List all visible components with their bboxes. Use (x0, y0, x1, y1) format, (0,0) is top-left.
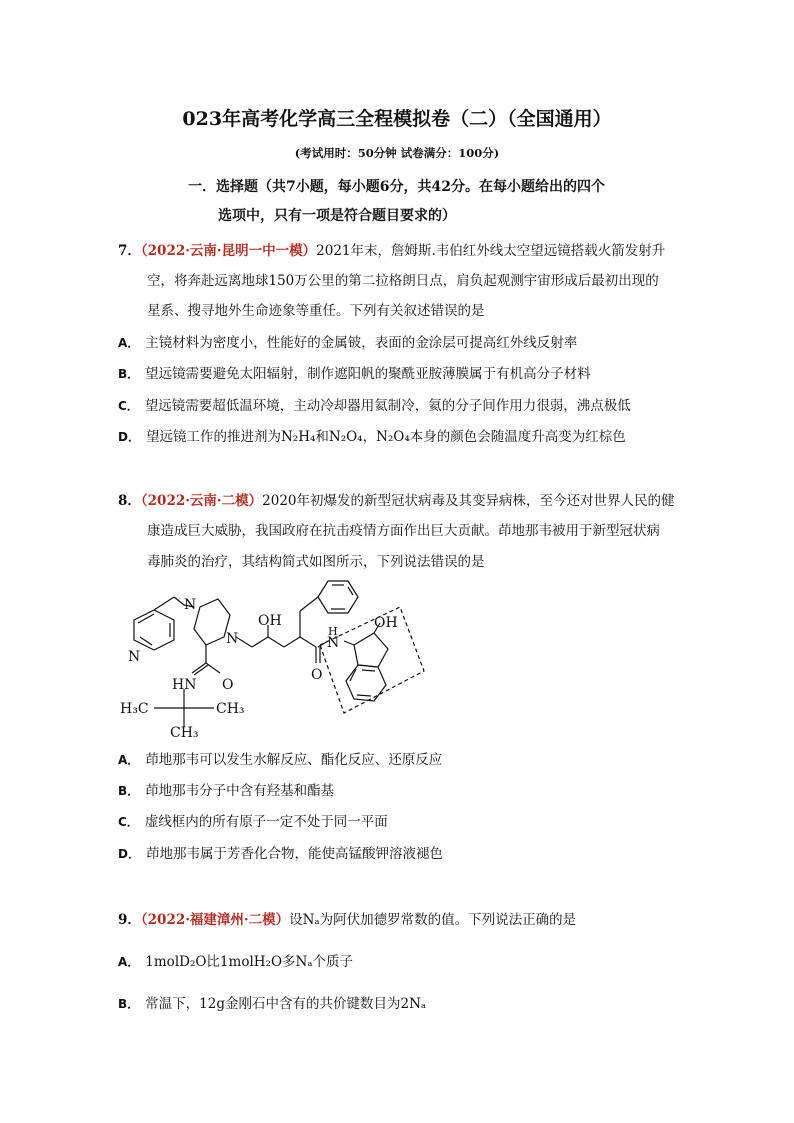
option-7a (118, 331, 577, 351)
option-9b (118, 992, 426, 1012)
question-9-line1 (118, 908, 576, 928)
hydroxyl-label-2: OH (374, 615, 398, 631)
question-source: （2022·云南·二模） (140, 493, 263, 509)
option-7d (118, 425, 626, 445)
option-text: 主镜材料为密度小，性能好的金属铍，表面的金涂层可提高红外线反射率 (145, 335, 578, 351)
question-7-line3: 星系、搜寻地外生命迹象等重任。下列有关叙述错误的是 (147, 303, 485, 319)
question-text: 2020年初爆发的新型冠状病毒及其变异病株，至今还对世界人民的健 (262, 493, 675, 509)
page-title: 023年高考化学高三全程模拟卷（二）（全国通用） (182, 108, 612, 130)
option-letter: A． (118, 753, 140, 767)
carbonyl-o-label-2: O (222, 677, 234, 693)
option-text: 望远镜需要避免太阳辐射，制作遮阳帆的聚酰亚胺薄膜属于有机高分子材料 (145, 366, 591, 382)
option-letter: B． (118, 997, 140, 1011)
question-number: 9． (118, 912, 141, 928)
double-bond (138, 614, 154, 623)
section-heading-line2: 选项中，只有一项是符合题目要求的） (218, 208, 456, 224)
question-8-line1 (118, 489, 675, 509)
question-text: 设Nₐ为阿伏加德罗常数的值。下列说法正确的是 (289, 912, 577, 928)
hydroxyl-label-1: OH (258, 613, 282, 629)
option-8c (118, 810, 388, 830)
option-9a (118, 950, 353, 970)
option-8b (118, 779, 334, 799)
amide-hn-label: HN (172, 677, 197, 693)
piperazine-n2-label: N (226, 631, 239, 647)
option-letter: C． (118, 815, 139, 829)
piperazine-n1-label: N (184, 597, 197, 613)
option-letter: B． (118, 367, 140, 381)
bond (236, 637, 252, 647)
option-letter: D． (118, 430, 140, 444)
option-text: 虚线框内的所有原子一定不处于同一平面 (144, 814, 388, 830)
pyridine-n-label: N (128, 649, 141, 665)
option-letter: B． (118, 784, 140, 798)
question-text: 2021年末，詹姆斯.韦伯红外线太空望远镜搭载火箭发射升 (316, 243, 666, 259)
bond (154, 597, 174, 610)
bond (300, 597, 318, 611)
bond (252, 637, 268, 647)
amide-n-label: N (327, 635, 340, 651)
bond (284, 637, 300, 647)
option-letter: D． (118, 847, 140, 861)
option-text: 常温下，12g金刚石中含有的共价键数目为2Nₐ (145, 996, 427, 1012)
option-letter: A． (118, 336, 140, 350)
indinavir-structure-diagram (112, 575, 428, 740)
dashed-box (320, 607, 424, 713)
double-bond (362, 670, 375, 671)
bond (268, 637, 284, 647)
carbonyl-o-label-1: O (311, 667, 323, 683)
option-text: 茚地那韦属于芳香化合物，能使高锰酸钾溶液褪色 (145, 846, 443, 862)
option-7b (118, 362, 591, 382)
pyridine-ring (134, 610, 174, 650)
bond (300, 637, 316, 647)
option-8a (118, 748, 442, 768)
bond (206, 663, 220, 673)
phenyl-ring (318, 581, 358, 613)
methyl-bottom-label: CH₃ (170, 725, 199, 740)
question-8-line3: 毒肺炎的治疗，其结构简式如图所示，下列说法错误的是 (147, 554, 485, 570)
option-7c (118, 394, 631, 414)
amide-h-label: H (328, 625, 338, 638)
option-text: 1molD₂O比1molH₂O多Nₐ个质子 (145, 954, 354, 970)
piperazine-ring (194, 599, 230, 645)
methyl-right-label: CH₃ (216, 701, 245, 717)
question-source: （2022·福建漳州·二模） (140, 912, 290, 928)
question-8-line2: 康造成巨大威胁，我国政府在抗击疫情方面作出巨大贡献。茚地那韦被用于新型冠状病 (147, 523, 660, 539)
option-text: 望远镜需要超低温环境，主动冷却器用氦制冷，氦的分子间作用力很弱，沸点极低 (144, 398, 631, 414)
methyl-left-label: H₃C (120, 701, 149, 717)
question-number: 7． (118, 243, 141, 259)
option-8d (118, 842, 443, 862)
option-text: 茚地那韦可以发生水解反应、酯化反应、还原反应 (145, 752, 443, 768)
bond (174, 597, 184, 605)
bond (344, 641, 354, 645)
double-bond (357, 695, 371, 696)
cyclopentane-ring (354, 633, 388, 667)
question-7-line2: 空，将奔赴远离地球150万公里的第二拉格朗日点，肩负起观测宇宙形成后最初出现的 (147, 273, 659, 289)
question-source: （2022·云南·昆明一中一模） (140, 243, 317, 259)
option-text: 茚地那韦分子中含有羟基和酯基 (145, 783, 335, 799)
option-letter: C． (118, 399, 139, 413)
question-7-line1 (118, 239, 665, 259)
option-letter: A． (118, 955, 140, 969)
option-text: 望远镜工作的推进剂为N₂H₄和N₂O₄，N₂O₄本身的颜色会随温度升高变为红棕色 (145, 429, 626, 445)
question-number: 8． (118, 493, 141, 509)
section-heading-line1: 一．选择题（共7小题，每小题6分，共42分。在每小题给出的四个 (188, 179, 605, 195)
exam-info: (考试用时：50分钟 试卷满分：100分) (294, 146, 500, 160)
